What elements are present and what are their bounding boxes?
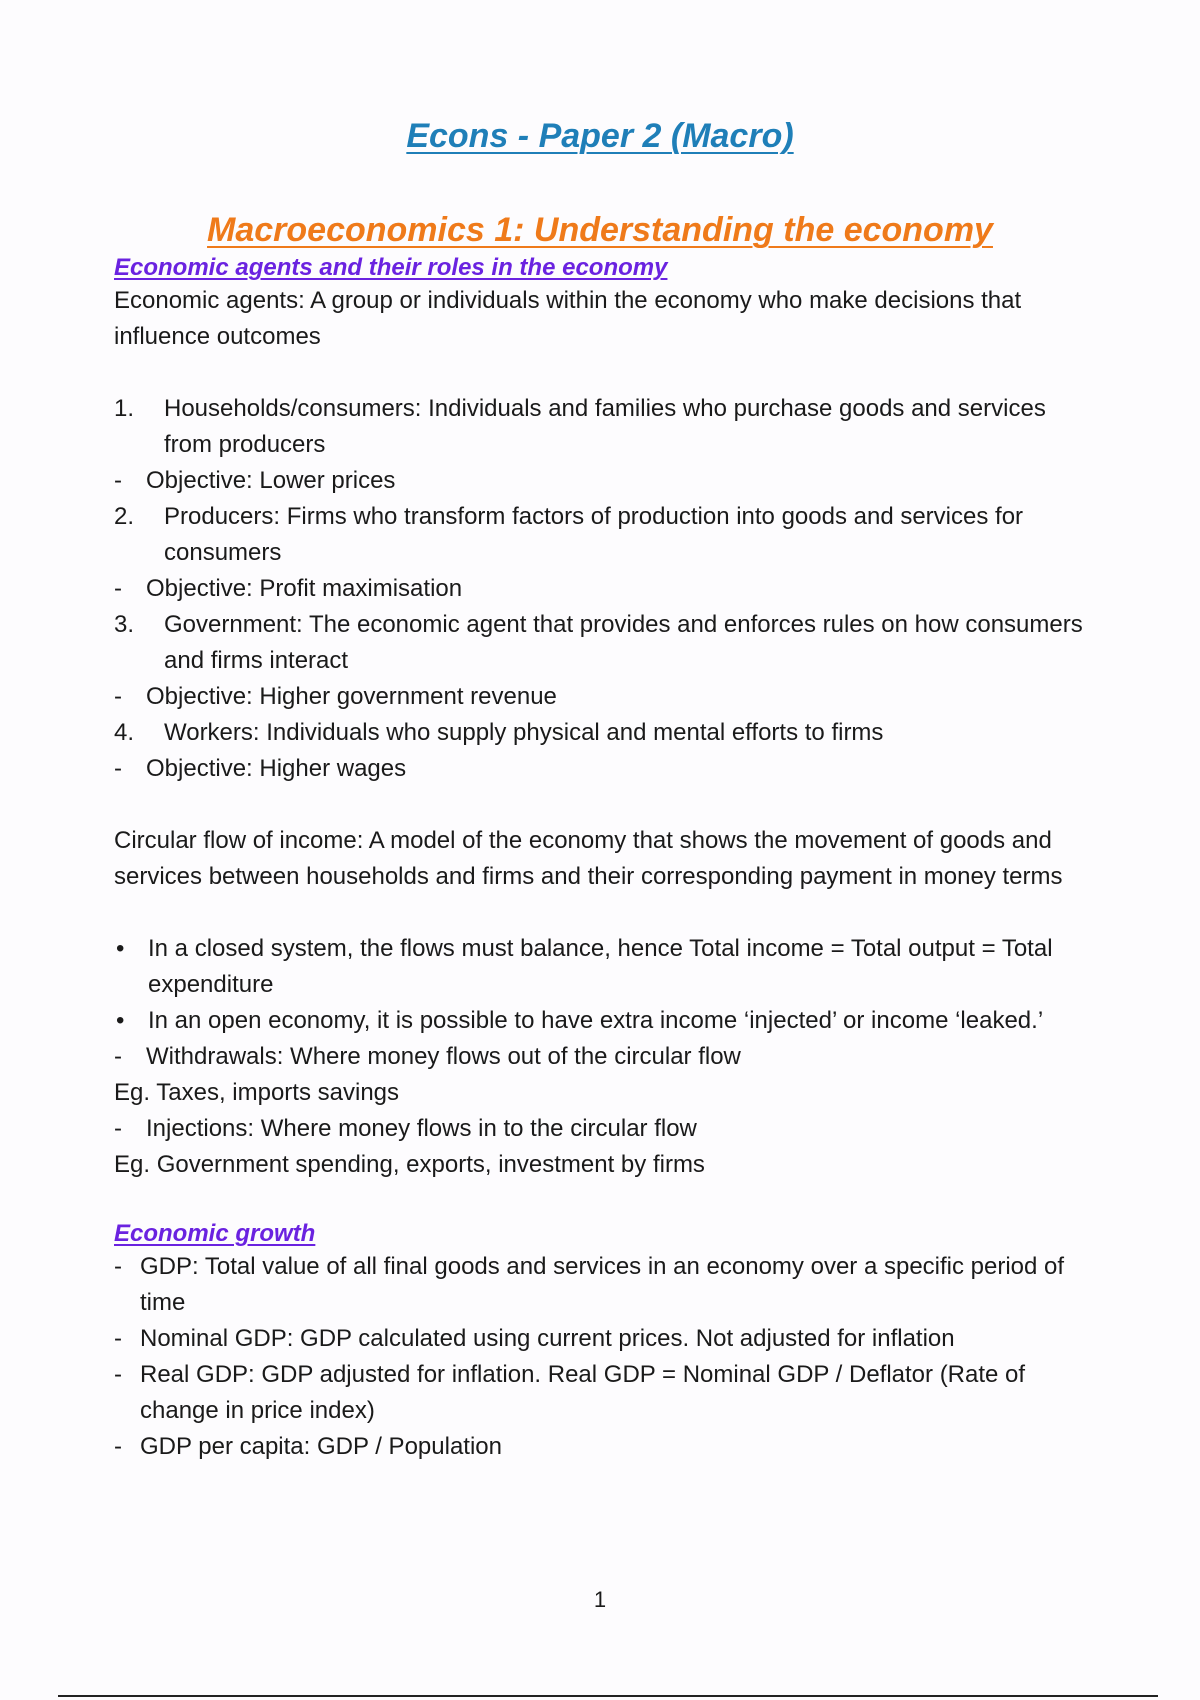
list-marker: - [114, 1325, 122, 1352]
list-item [114, 1111, 1094, 1147]
list-item-text: GDP per capita: GDP / Population [140, 1433, 502, 1460]
list-marker: 3. [114, 611, 135, 638]
list-item-text: Government: The economic agent that provides and enforces rules on how consumers and firms interact [164, 611, 1083, 674]
list-item [114, 1321, 1094, 1357]
page-bottom-divider [58, 1695, 1158, 1697]
list-marker: - [114, 575, 122, 602]
bullet-icon: • [116, 935, 125, 962]
list-marker: - [114, 467, 122, 494]
list-item-text: Workers: Individuals who supply physical and mental efforts to firms [164, 719, 884, 746]
bullet-icon: • [116, 1007, 125, 1034]
list-item-text: Objective: Higher wages [146, 755, 407, 782]
list-marker: - [114, 755, 122, 782]
withdrawals-text: Withdrawals: Where money flows out of the circular flow [146, 1043, 741, 1070]
list-item [114, 1357, 1094, 1429]
list-item-text: Nominal GDP: GDP calculated using current prices. Not adjusted for inflation [140, 1325, 955, 1352]
list-marker: - [114, 683, 122, 710]
list-item [114, 607, 1094, 679]
list-item [114, 499, 1094, 571]
list-item [114, 1429, 1094, 1465]
circular-flow-definition: Circular flow of income: A model of the economy that shows the movement of goods and services between households and firms and their corresponding payment in money terms [114, 827, 1063, 890]
economic-agents-list [114, 391, 1094, 787]
list-marker: - [114, 1253, 122, 1280]
list-item-text: In a closed system, the flows must balance, hence Total income = Total output = Total expenditure [148, 935, 1053, 998]
list-marker: 1. [114, 395, 135, 422]
document-body [114, 253, 1094, 1465]
page-number: 1 [593, 1587, 607, 1612]
list-item-text: Households/consumers: Individuals and families who purchase goods and services from producers [164, 395, 1046, 458]
list-marker: 4. [114, 719, 135, 746]
list-item-text: Real GDP: GDP adjusted for inflation. Real GDP = Nominal GDP / Deflator (Rate of change in price index) [140, 1361, 1026, 1424]
list-item [114, 715, 1094, 751]
economic-agents-definition: Economic agents: A group or individuals within the economy who make decisions that influence outcomes [114, 287, 1022, 350]
document-title: Econs - Paper 2 (Macro) [406, 117, 794, 155]
list-marker: - [114, 1361, 122, 1388]
economic-growth-list [114, 1249, 1094, 1465]
chapter-heading: Macroeconomics 1: Understanding the economy [207, 211, 993, 249]
list-marker: - [114, 1043, 122, 1070]
list-item-text: Objective: Lower prices [146, 467, 396, 494]
list-item [114, 571, 1094, 607]
list-item [114, 751, 1094, 787]
circular-flow-bullets [114, 931, 1094, 1183]
injections-example: Eg. Government spending, exports, investment by firms [114, 1151, 705, 1178]
section-heading-economic-growth: Economic growth [114, 1220, 316, 1247]
injections-text: Injections: Where money flows in to the circular flow [146, 1115, 697, 1142]
withdrawals-example: Eg. Taxes, imports savings [114, 1079, 400, 1106]
list-item [114, 1039, 1094, 1075]
list-item [114, 931, 1094, 1003]
list-item [114, 679, 1094, 715]
list-marker: - [114, 1433, 122, 1460]
list-item-text: GDP: Total value of all final goods and services in an economy over a specific period of time [140, 1253, 1065, 1316]
section-heading-economic-agents: Economic agents and their roles in the economy [114, 254, 668, 281]
list-item [114, 1003, 1094, 1039]
list-item-text: Objective: Higher government revenue [146, 683, 557, 710]
list-item [114, 1249, 1094, 1321]
list-item-text: In an open economy, it is possible to have extra income ‘injected’ or income ‘leaked.’ [148, 1007, 1044, 1034]
list-item [114, 391, 1094, 463]
list-marker: - [114, 1115, 122, 1142]
list-marker: 2. [114, 503, 135, 530]
list-item-text: Producers: Firms who transform factors of production into goods and services for consumers [164, 503, 1024, 566]
list-item-text: Objective: Profit maximisation [146, 575, 463, 602]
list-item [114, 463, 1094, 499]
